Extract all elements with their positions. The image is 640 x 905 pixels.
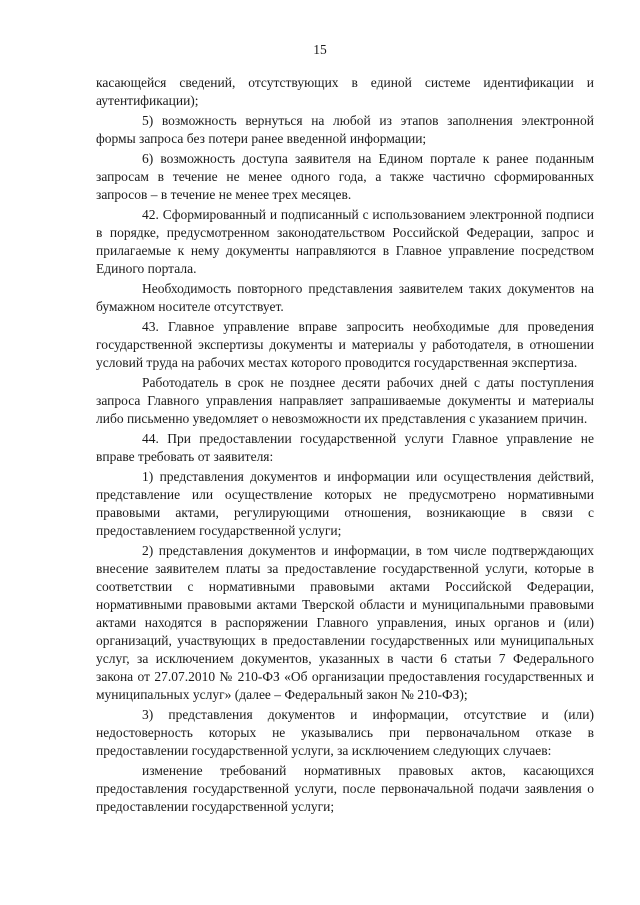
paragraph-43: 43. Главное управление вправе запросить необходимые для проведения государственной экспертизы документы и материалы у работодателя, в отношении условий труда на рабочих местах которого проводится государственная экспертиза.: [96, 319, 594, 370]
paragraph-44-item-1: 1) представления документов и информации или осуществления действий, представление или осуществление которых не предусмотрено нормативными правовыми актами, регулирующими отношения, возникающие в связи с предоставлением государственной услуги;: [96, 469, 594, 538]
paragraph-44-item-2: 2) представления документов и информации, в том числе подтверждающих внесение заявителем платы за предоставление государственной услуги, которые в соответствии с нормативными правовыми актами Российской Федерации, нормативными правовыми актами Тверской области и муниципальными правовыми актами находятся в распоряжении Главного управления, иных органов и (или) организаций, участвующих в предоставлении государственных или муниципальных услуг, за исключением документов, указанных в части 6 статьи 7 Федерального закона от 27.07.2010 № 210-ФЗ «Об организации предоставления государственных и муниципальных услуг» (далее – Федеральный закон № 210-ФЗ);: [96, 543, 594, 702]
paragraph-44-item-3: 3) представления документов и информации, отсутствие и (или) недостоверность которых не указывались при первоначальном отказе в предоставлении государственной услуги, за исключением следующих случаев:: [96, 707, 594, 758]
paragraph-item-6: 6) возможность доступа заявителя на Едином портале к ранее поданным запросам в течение не менее одного года, а также частично сформированных запросов – в течение не менее трех месяцев.: [96, 151, 594, 202]
paragraph-42-note: Необходимость повторного представления заявителем таких документов на бумажном носителе отсутствует.: [96, 281, 594, 314]
page-number: 15: [313, 42, 327, 57]
paragraph-44: 44. При предоставлении государственной услуги Главное управление не вправе требовать от заявителя:: [96, 431, 594, 464]
document-body: [96, 74, 594, 818]
paragraph-continuation: касающейся сведений, отсутствующих в единой системе идентификации и аутентификации);: [96, 75, 594, 108]
paragraph-43-employer: Работодатель в срок не позднее десяти рабочих дней с даты поступления запроса Главного управления направляет запрашиваемые документы и материалы либо письменно уведомляет о невозможности их представления с указанием причин.: [96, 375, 594, 426]
paragraph-44-item-3-case: изменение требований нормативных правовых актов, касающихся предоставления государственной услуги, после первоначальной подачи заявления о предоставлении государственной услуги;: [96, 763, 594, 814]
paragraph-item-5: 5) возможность вернуться на любой из этапов заполнения электронной формы запроса без потери ранее введенной информации;: [96, 113, 594, 146]
paragraph-42: 42. Сформированный и подписанный с использованием электронной подписи в порядке, предусмотренном законодательством Российской Федерации, запрос и прилагаемые к нему документы направляются в Главное управление посредством Единого портала.: [96, 207, 594, 276]
